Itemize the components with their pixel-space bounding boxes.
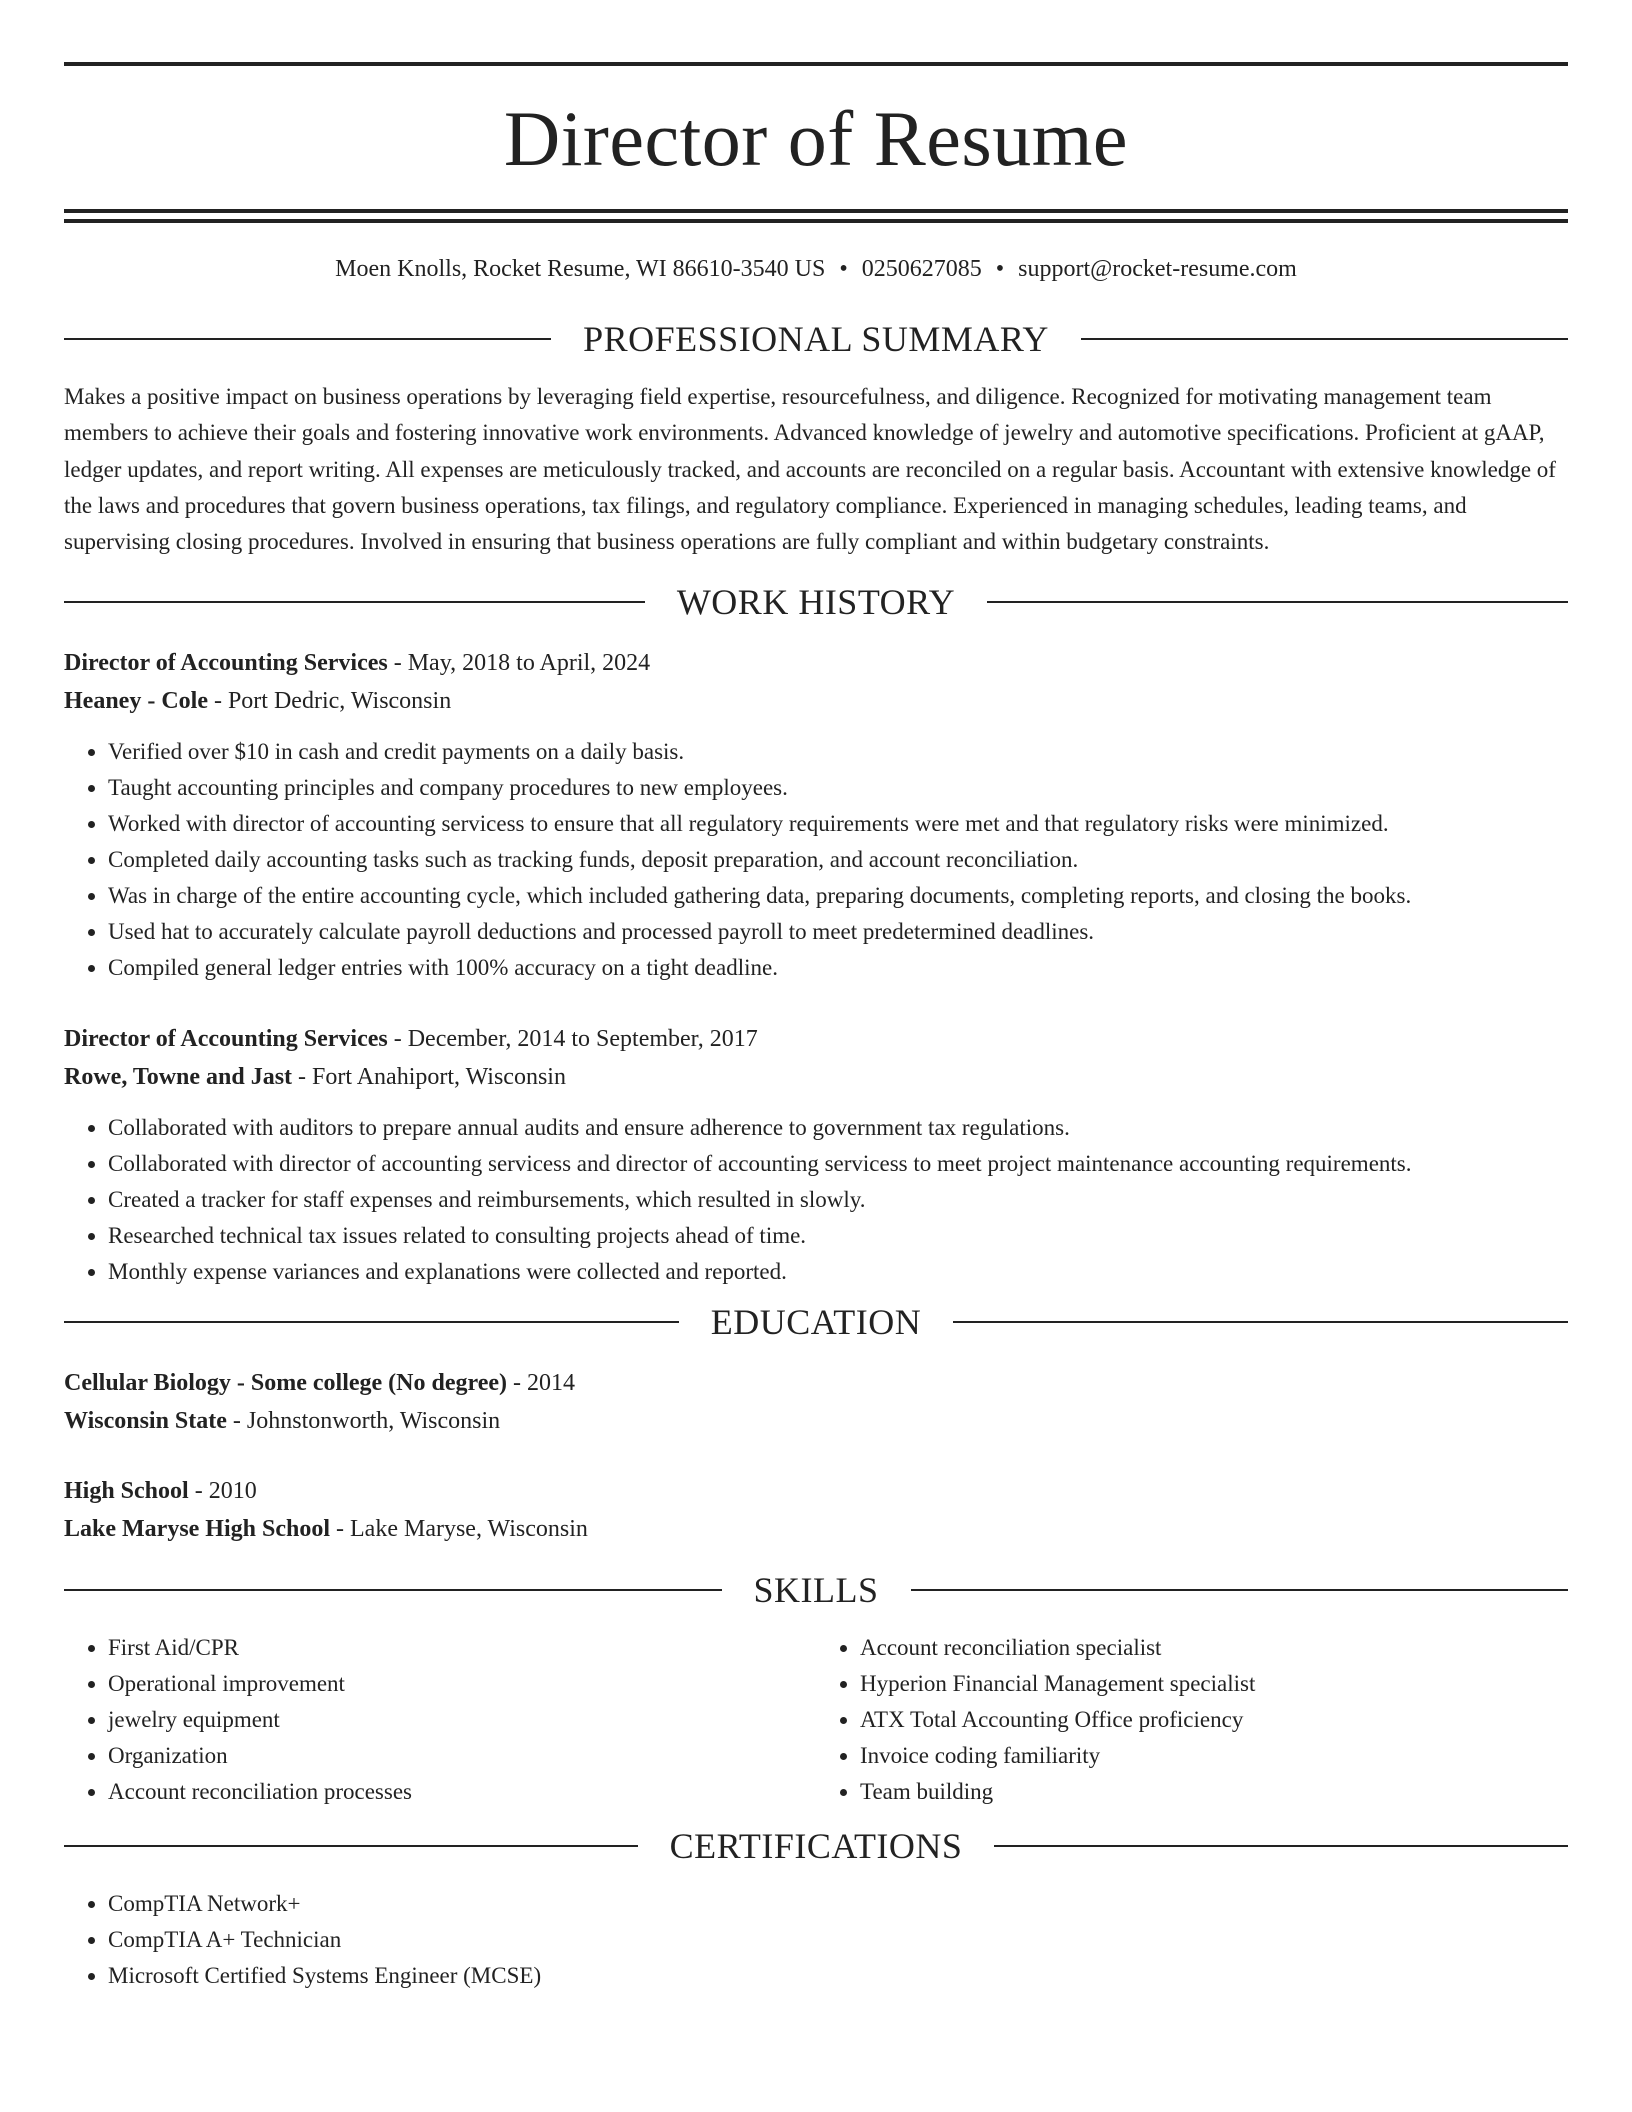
list-item: • Was in charge of the entire accounting cycle, which included gathering data, preparing documents, completing reports, and closing the books.	[108, 878, 1568, 914]
job-title-line	[64, 644, 1568, 682]
job-dates: - December, 2014 to September, 2017	[387, 1026, 758, 1053]
education-location: - Johnstonworth, Wisconsin	[226, 1408, 501, 1435]
list-item: • Researched technical tax issues related to consulting projects ahead of time.	[108, 1218, 1568, 1254]
list-item: • Worked with director of accounting servicess to ensure that all regulatory requirements were met and that regulatory risks were minimized.	[108, 806, 1568, 842]
section-title: SKILLS	[753, 1570, 879, 1611]
skill-item: • Account reconciliation specialist	[860, 1630, 1568, 1666]
job-bullets	[64, 1110, 1568, 1290]
job-location: - Port Dedric, Wisconsin	[207, 688, 452, 715]
skill-item: • ATX Total Accounting Office proficiency	[860, 1702, 1568, 1738]
section-heading-work-history	[64, 580, 1568, 624]
skill-item: • Organization	[108, 1738, 816, 1774]
job-entry	[64, 1020, 1568, 1290]
name-double-rule	[64, 209, 1568, 223]
section-heading-certifications	[64, 1824, 1568, 1868]
list-item: • Taught accounting principles and company procedures to new employees.	[108, 770, 1568, 806]
job-bullets	[64, 734, 1568, 986]
certifications-list	[64, 1886, 1568, 1994]
skill-item: • Invoice coding familiarity	[860, 1738, 1568, 1774]
job-company-line	[64, 1058, 1568, 1096]
skills-list-left	[64, 1630, 816, 1810]
education-year: - 2010	[188, 1478, 257, 1505]
job-company: Heaney - Cole	[64, 688, 208, 715]
education-year: - 2014	[507, 1370, 576, 1397]
skills-list-right	[816, 1630, 1568, 1810]
contact-phone: 0250627085	[861, 256, 982, 282]
contact-line	[64, 253, 1568, 285]
job-title: Director of Accounting Services	[64, 650, 388, 677]
list-item: • Compiled general ledger entries with 100% accuracy on a tight deadline.	[108, 950, 1568, 986]
job-location: - Fort Anahiport, Wisconsin	[292, 1064, 566, 1091]
top-rule	[64, 62, 1568, 66]
section-heading-skills	[64, 1568, 1568, 1612]
certification-item: • CompTIA A+ Technician	[108, 1922, 1568, 1958]
skill-item: • Hyperion Financial Management specialist	[860, 1666, 1568, 1702]
contact-address: Moen Knolls, Rocket Resume, WI 86610-3540 US	[335, 256, 826, 282]
list-item: • Monthly expense variances and explanations were collected and reported.	[108, 1254, 1568, 1290]
section-title: EDUCATION	[710, 1302, 922, 1343]
job-company-line	[64, 682, 1568, 720]
job-company: Rowe, Towne and Jast	[64, 1064, 293, 1091]
summary-text: Makes a positive impact on business operations by leveraging field expertise, resourcefulness, and diligence. Recognized for motivating management team members to achieve their goals and fostering innovative work environments. Advanced knowledge of jewelry and automotive specifications. Proficient at gAAP, ledger updates, and report writing. All expenses are meticulously tracked, and accounts are reconciled on a regular basis. Accountant with extensive knowledge of the laws and procedures that govern business operations, tax filings, and regulatory compliance. Experienced in managing schedules, leading teams, and supervising closing procedures. Involved in ensuring that business operations are fully compliant and within budgetary constraints.	[64, 384, 1556, 555]
skill-item: • Team building	[860, 1774, 1568, 1810]
job-dates: - May, 2018 to April, 2024	[387, 650, 651, 677]
skill-item: • jewelry equipment	[108, 1702, 816, 1738]
job-entry	[64, 644, 1568, 986]
certification-item: • CompTIA Network+	[108, 1886, 1568, 1922]
skills-columns	[64, 1630, 1568, 1810]
list-item: • Collaborated with auditors to prepare annual audits and ensure adherence to government tax regulations.	[108, 1110, 1568, 1146]
list-item: • Created a tracker for staff expenses and reimbursements, which resulted in slowly.	[108, 1182, 1568, 1218]
job-title: Director of Accounting Services	[64, 1026, 388, 1053]
contact-email[interactable]: support@rocket-resume.com	[1018, 256, 1297, 282]
education-school: Wisconsin State	[64, 1408, 227, 1435]
list-item: • Completed daily accounting tasks such as tracking funds, deposit preparation, and account reconciliation.	[108, 842, 1568, 878]
education-location: - Lake Maryse, Wisconsin	[330, 1516, 588, 1543]
contact-separator: •	[995, 256, 1005, 282]
education-school: Lake Maryse High School	[64, 1516, 331, 1543]
skill-item: • First Aid/CPR	[108, 1630, 816, 1666]
certification-item: • Microsoft Certified Systems Engineer (MCSE)	[108, 1958, 1568, 1994]
list-item: • Collaborated with director of accounting servicess and director of accounting servicess to meet project maintenance accounting requirements.	[108, 1146, 1568, 1182]
section-title: CERTIFICATIONS	[669, 1826, 963, 1867]
section-title: WORK HISTORY	[676, 582, 956, 623]
education-entry	[64, 1364, 1568, 1440]
skill-item: • Account reconciliation processes	[108, 1774, 816, 1810]
section-heading-summary	[64, 317, 1568, 361]
list-item: • Used hat to accurately calculate payroll deductions and processed payroll to meet predetermined deadlines.	[108, 914, 1568, 950]
education-degree: High School	[64, 1478, 189, 1505]
list-item: • Verified over $10 in cash and credit payments on a daily basis.	[108, 734, 1568, 770]
section-title: PROFESSIONAL SUMMARY	[583, 319, 1049, 359]
contact-separator: •	[839, 256, 848, 282]
education-degree: Cellular Biology - Some college (No degree)	[64, 1370, 508, 1397]
education-entry	[64, 1472, 1568, 1548]
section-heading-education	[64, 1300, 1568, 1344]
skill-item: • Operational improvement	[108, 1666, 816, 1702]
resume-page	[64, 0, 1568, 1994]
resume-name: Director of Resume	[503, 95, 1129, 182]
job-title-line	[64, 1020, 1568, 1058]
